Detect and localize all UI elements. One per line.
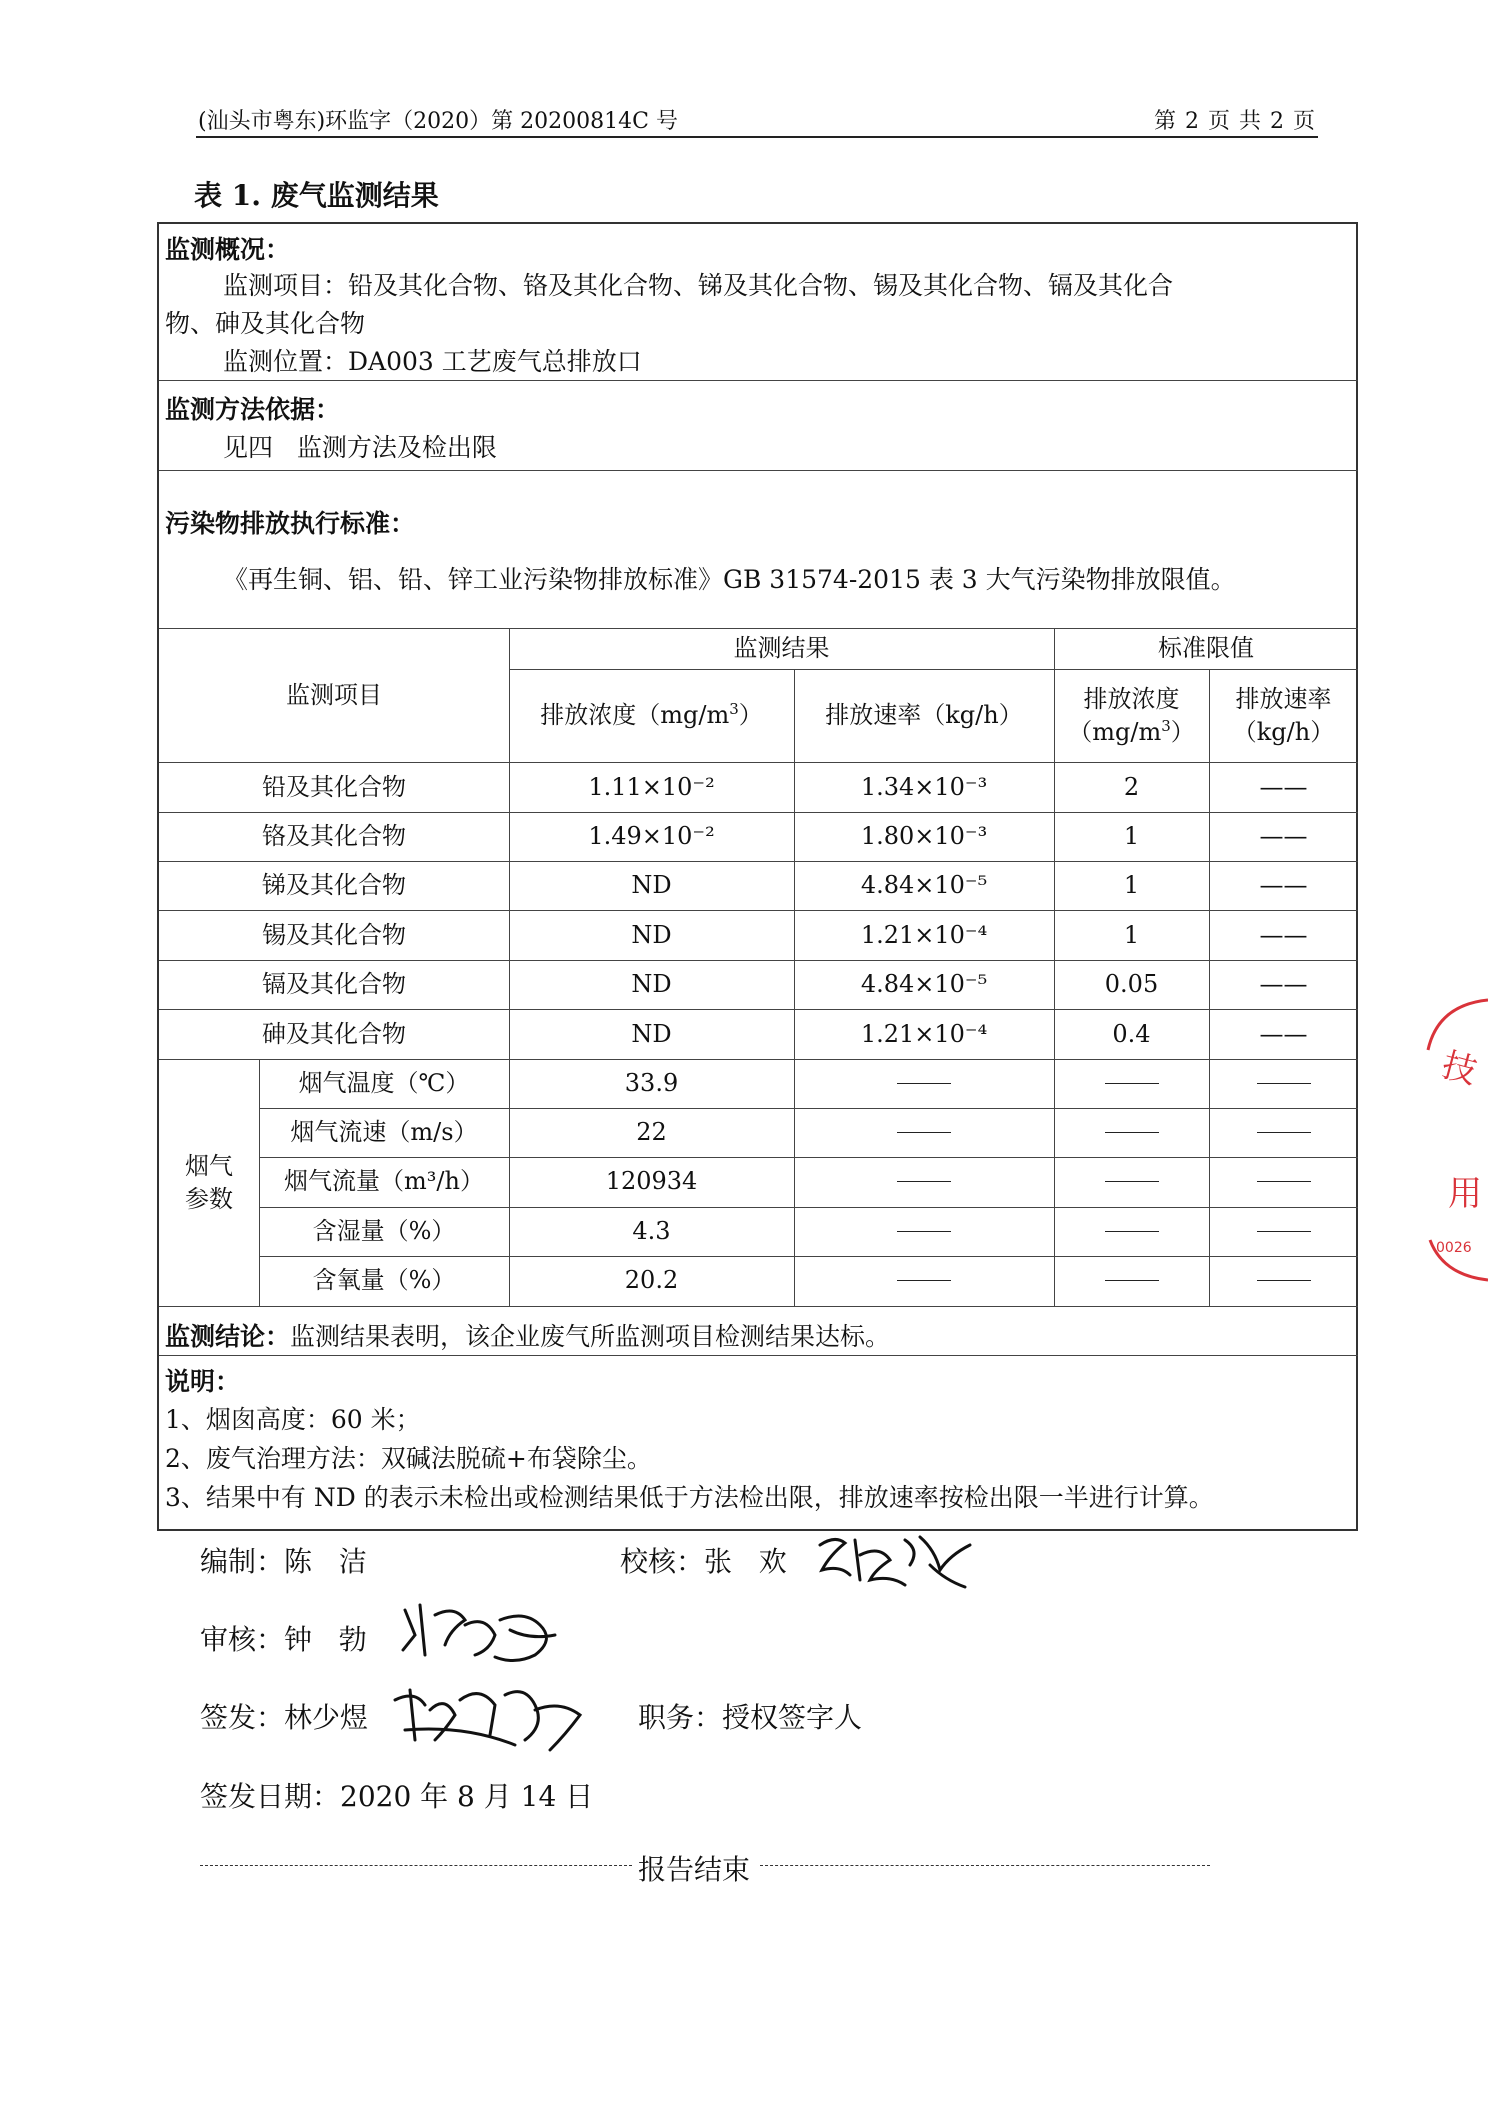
flue-param-name: 烟气流量（m³/h）	[284, 1167, 484, 1196]
header-limit-rate: 排放速率 （kg/h）	[1232, 685, 1335, 746]
pollutant-name: 锑及其化合物	[262, 871, 406, 900]
checker: 校核：张 欢	[620, 1545, 787, 1578]
pollutant-limit-rate: ——	[1259, 970, 1308, 999]
empty-cell-dash	[1209, 1157, 1358, 1206]
pollutant-name: 铬及其化合物	[262, 822, 406, 851]
pollutant-conc: 1.49×10⁻²	[588, 822, 715, 851]
note-line: 1、烟囱高度：60 米；	[165, 1405, 421, 1434]
pollutant-limit-rate: ——	[1259, 822, 1308, 851]
page-info: 第 2 页 共 2 页	[1154, 109, 1316, 134]
pollutant-limit-rate: ——	[1259, 920, 1308, 949]
pollutant-limit-conc: 2	[1123, 772, 1140, 801]
reviewer: 审核：钟 勃	[200, 1623, 367, 1656]
header-limit-group: 标准限值	[1158, 634, 1254, 663]
note-line: 3、结果中有 ND 的表示未检出或检测结果低于方法检出限，排放速率按检出限一半进行计算。	[165, 1483, 1214, 1512]
issuer-position: 职务：授权签字人	[638, 1701, 863, 1734]
dash-mark	[897, 1132, 951, 1133]
header-conc: 排放浓度$(mg/m^3)$	[540, 700, 763, 730]
pollutant-conc: ND	[631, 1019, 672, 1048]
notes-heading: 说明：	[165, 1367, 241, 1396]
pollutant-name: 锡及其化合物	[262, 920, 406, 949]
issuer-signature	[385, 1670, 595, 1760]
empty-cell-dash	[794, 1157, 1054, 1206]
end-rule-left	[200, 1865, 632, 1866]
svg-text:技: 技	[1437, 1045, 1481, 1093]
pollutant-conc: ND	[631, 970, 672, 999]
flue-param-name: 烟气流速（m/s）	[290, 1118, 478, 1147]
pollutant-limit-conc: 1	[1123, 920, 1140, 949]
conclusion-text: 监测结果表明，该企业废气所监测项目检测结果达标。	[290, 1322, 891, 1351]
standard-text: 《再生铜、铝、铅、锌工业污染物排放标准》GB 31574-2015 表 3 大气污染物排放限值。	[223, 565, 1236, 594]
dash-mark	[1105, 1231, 1159, 1232]
dash-mark	[897, 1083, 951, 1084]
pollutant-conc: 1.11×10⁻²	[588, 772, 715, 801]
pollutant-rate: 4.84×10⁻⁵	[860, 871, 988, 900]
conclusion	[165, 1317, 890, 1353]
document-number: (汕头市粤东)环监字（2020）第 20200814C 号	[198, 109, 678, 134]
empty-cell-dash	[794, 1108, 1054, 1157]
table-title: 表 1. 废气监测结果	[194, 179, 439, 212]
row-divider	[159, 470, 1358, 471]
row-divider	[159, 1306, 1358, 1307]
dash-mark	[1105, 1132, 1159, 1133]
dash-mark	[1105, 1280, 1159, 1281]
empty-cell-dash	[1054, 1157, 1209, 1206]
row-divider	[159, 1355, 1358, 1356]
checker-signature	[810, 1525, 980, 1595]
results-table	[157, 222, 1358, 1531]
reviewer-signature	[395, 1595, 570, 1675]
end-rule-right	[760, 1865, 1210, 1866]
empty-cell-dash	[1209, 1207, 1358, 1256]
flue-param-value: 33.9	[624, 1069, 679, 1098]
pollutant-rate: 1.80×10⁻³	[860, 822, 988, 851]
pollutant-conc: ND	[631, 920, 672, 949]
pollutant-rate: 1.21×10⁻⁴	[860, 920, 988, 949]
pollutant-rate: 1.21×10⁻⁴	[860, 1019, 988, 1048]
compiler: 编制：陈 洁	[200, 1545, 367, 1578]
dash-mark	[897, 1231, 951, 1232]
pollutant-rate: 1.34×10⁻³	[860, 772, 988, 801]
empty-cell-dash	[1209, 1256, 1358, 1305]
method-text: 见四 监测方法及检出限	[223, 433, 497, 462]
empty-cell-dash	[794, 1207, 1054, 1256]
dash-mark	[1105, 1083, 1159, 1084]
flue-param-name: 含湿量（%）	[312, 1217, 456, 1246]
header-rate: 排放速率（kg/h）	[825, 701, 1023, 730]
pollutant-conc: ND	[631, 871, 672, 900]
overview-heading: 监测概况：	[165, 235, 291, 264]
report-end-text: 报告结束	[638, 1853, 751, 1886]
dash-mark	[1257, 1280, 1311, 1281]
pollutant-limit-rate: ——	[1259, 1019, 1308, 1048]
pollutant-rate: 4.84×10⁻⁵	[860, 970, 988, 999]
method-heading: 监测方法依据：	[165, 395, 341, 424]
flue-param-value: 4.3	[632, 1217, 671, 1246]
row-divider	[159, 380, 1358, 381]
issuer: 签发：林少煜	[200, 1701, 369, 1734]
empty-cell-dash	[1054, 1108, 1209, 1157]
empty-cell-dash	[1209, 1108, 1358, 1157]
empty-cell-dash	[794, 1256, 1054, 1305]
empty-cell-dash	[1209, 1059, 1358, 1108]
pollutant-limit-rate: ——	[1259, 772, 1308, 801]
empty-cell-dash	[1054, 1256, 1209, 1305]
flue-group-label: 烟气 参数	[185, 1152, 233, 1213]
dash-mark	[1257, 1181, 1311, 1182]
dash-mark	[897, 1181, 951, 1182]
dash-mark	[1257, 1083, 1311, 1084]
pollutant-limit-rate: ——	[1259, 871, 1308, 900]
dash-mark	[897, 1280, 951, 1281]
issue-date: 签发日期：2020 年 8 月 14 日	[200, 1780, 594, 1813]
empty-cell-dash	[1054, 1207, 1209, 1256]
pollutant-name: 砷及其化合物	[262, 1019, 406, 1048]
pollutant-limit-conc: 1	[1123, 822, 1140, 851]
dash-mark	[1105, 1181, 1159, 1182]
dash-mark	[1257, 1132, 1311, 1133]
pollutant-name: 铅及其化合物	[262, 772, 406, 801]
svg-text:用: 用	[1448, 1174, 1482, 1214]
header-divider	[196, 136, 1318, 138]
flue-param-value: 20.2	[624, 1266, 679, 1295]
pollutant-limit-conc: 0.4	[1112, 1019, 1151, 1048]
monitoring-items-line2: 物、砷及其化合物	[165, 309, 366, 338]
dash-mark	[1257, 1231, 1311, 1232]
flue-param-value: 22	[636, 1118, 667, 1147]
conclusion-label: 监测结论：	[165, 1322, 291, 1351]
empty-cell-dash	[794, 1059, 1054, 1108]
svg-text:0026: 0026	[1436, 1240, 1472, 1256]
flue-param-name: 含氧量（%）	[312, 1266, 456, 1295]
pollutant-limit-conc: 0.05	[1104, 970, 1159, 999]
note-line: 2、废气治理方法：双碱法脱硫+布袋除尘。	[165, 1444, 652, 1473]
pollutant-name: 镉及其化合物	[262, 970, 406, 999]
flue-param-value: 120934	[605, 1167, 698, 1196]
empty-cell-dash	[1054, 1059, 1209, 1108]
header-results-group: 监测结果	[733, 634, 830, 663]
pollutant-limit-conc: 1	[1123, 871, 1140, 900]
report-end	[200, 1848, 1210, 1886]
flue-param-name: 烟气温度（℃）	[298, 1069, 470, 1098]
header-monitoring-item: 监测项目	[286, 680, 382, 709]
monitoring-items-line1: 监测项目：铅及其化合物、铬及其化合物、锑及其化合物、锡及其化合物、镉及其化合	[223, 271, 1174, 300]
header-limit-conc: 排放浓度 $(mg/m^3)$	[1068, 685, 1195, 746]
monitoring-location: 监测位置：DA003 工艺废气总排放口	[223, 347, 642, 376]
official-seal	[1418, 990, 1488, 1290]
standard-heading: 污染物排放执行标准：	[165, 509, 416, 538]
